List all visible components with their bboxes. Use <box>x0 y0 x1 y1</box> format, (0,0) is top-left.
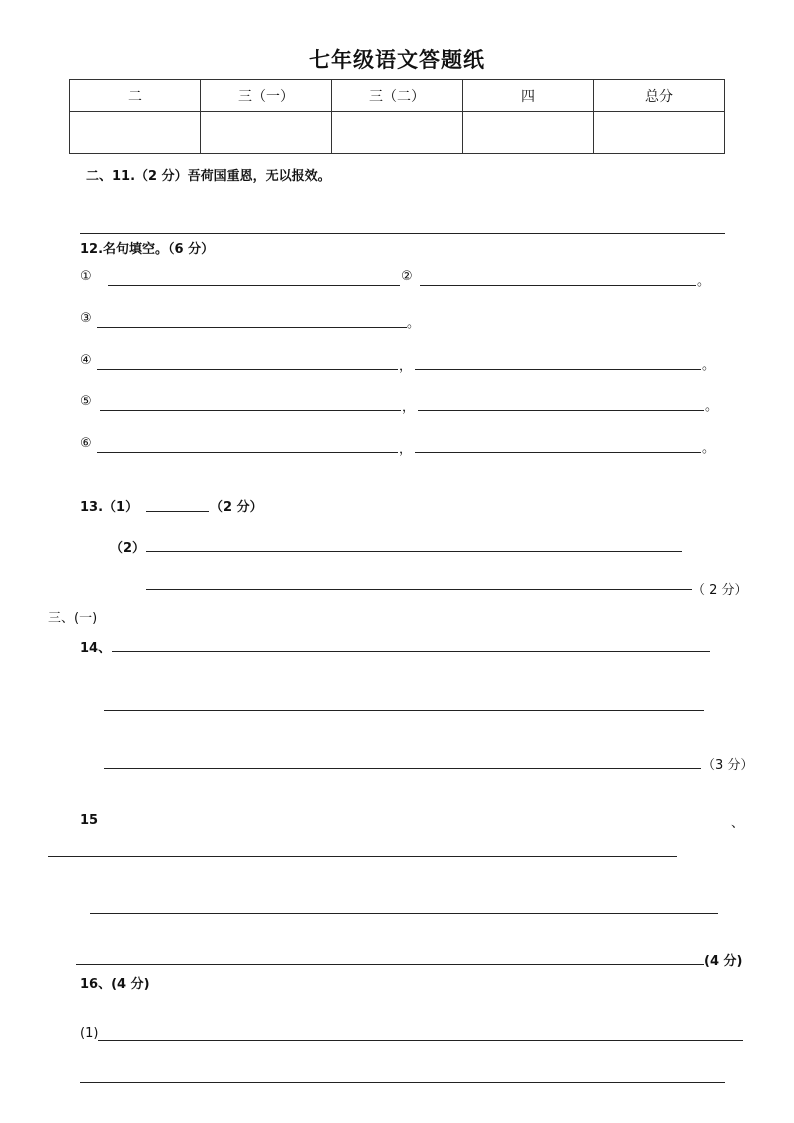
score-header-4: 四 <box>463 80 594 112</box>
score-cell-total[interactable] <box>594 112 725 154</box>
q13-score-1: （2 分） <box>210 500 263 515</box>
q12-answer-line-6a[interactable] <box>97 452 398 453</box>
q12-period-4: 。 <box>702 358 716 373</box>
q13-answer-line-2b[interactable] <box>146 589 692 590</box>
q14-label: 14、 <box>80 641 112 656</box>
score-header-2: 二 <box>70 80 201 112</box>
q15-mark: 、 <box>731 816 745 831</box>
q12-answer-line-5a[interactable] <box>100 410 401 411</box>
q12-answer-line-4a[interactable] <box>97 369 398 370</box>
q13-score-2: （ 2 分） <box>692 583 748 598</box>
q13-label-2: （2） <box>110 541 146 556</box>
q12-mark-3: ③ <box>80 311 92 326</box>
score-cell-2[interactable] <box>70 112 201 154</box>
q14-answer-line-2[interactable] <box>104 710 704 711</box>
q11-answer-line[interactable] <box>80 233 725 234</box>
q12-mark-2: ② <box>401 269 413 284</box>
q12-label: 12.名句填空。（6 分） <box>80 242 215 257</box>
q14-score: （3 分） <box>702 758 754 773</box>
score-table <box>69 79 725 154</box>
q12-answer-line-5b[interactable] <box>418 410 704 411</box>
q13-answer-line-2a[interactable] <box>146 551 682 552</box>
score-cell-3-1[interactable] <box>201 112 332 154</box>
q13-label-1: 13.（1） <box>80 500 139 515</box>
q14-answer-line-3[interactable] <box>104 768 701 769</box>
q12-answer-line-3[interactable] <box>97 327 407 328</box>
q16-label: 16、(4 分) <box>80 977 150 992</box>
q12-comma-6: ， <box>399 442 413 457</box>
q12-mark-6: ⑥ <box>80 436 92 451</box>
score-header-3-1: 三（一） <box>201 80 332 112</box>
q12-comma-4: ， <box>399 359 413 374</box>
q12-answer-line-4b[interactable] <box>415 369 701 370</box>
q12-mark-4: ④ <box>80 353 92 368</box>
q12-comma-5: ， <box>402 400 416 415</box>
score-header-total: 总分 <box>594 80 725 112</box>
q15-answer-line-3[interactable] <box>76 964 704 965</box>
score-cell-3-2[interactable] <box>332 112 463 154</box>
q12-answer-line-1[interactable] <box>108 285 400 286</box>
q12-period-5: 。 <box>705 399 719 414</box>
page-title: 七年级语文答题纸 <box>309 47 485 72</box>
q12-period-3: 。 <box>407 316 421 331</box>
section-3-1-label: 三、(一) <box>48 611 98 626</box>
q12-answer-line-6b[interactable] <box>415 452 701 453</box>
q16-sub1-label: (1) <box>80 1026 99 1041</box>
score-header-3-2: 三（二） <box>332 80 463 112</box>
q12-mark-1: ① <box>80 269 92 284</box>
q15-answer-line-1[interactable] <box>48 856 677 857</box>
q16-answer-line-2[interactable] <box>80 1082 725 1083</box>
q12-mark-5: ⑤ <box>80 394 92 409</box>
q12-period-6: 。 <box>702 441 716 456</box>
q12-period-1: 。 <box>697 274 711 289</box>
q11-label: 二、11.（2 分）吾荷国重恩，无以报效。 <box>86 169 331 184</box>
q15-label: 15 <box>80 813 99 828</box>
q15-answer-line-2[interactable] <box>90 913 718 914</box>
q12-answer-line-2[interactable] <box>420 285 696 286</box>
score-cell-4[interactable] <box>463 112 594 154</box>
q13-answer-line-1[interactable] <box>146 511 209 512</box>
q14-answer-line-1[interactable] <box>112 651 710 652</box>
q16-answer-line-1[interactable] <box>98 1040 743 1041</box>
q15-score: (4 分) <box>704 954 743 969</box>
